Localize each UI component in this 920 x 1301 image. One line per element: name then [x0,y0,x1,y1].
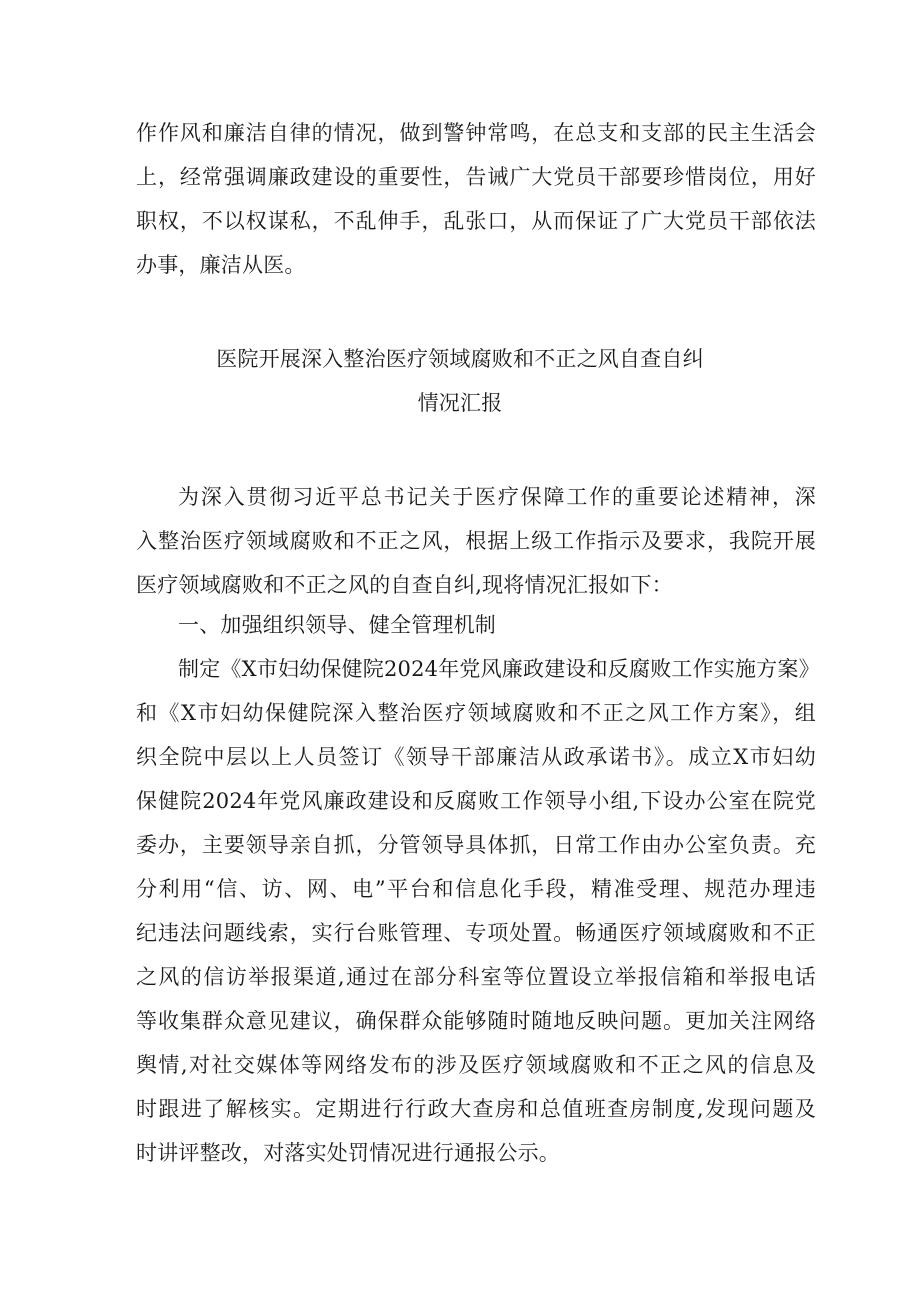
para1-line: 为深入贯彻习近平总书记关于医疗保障工作的重要论述精神，深 [178,485,816,509]
intro-line: 上，经常强调廉政建设的重要性，告诫广大党员干部要珍惜岗位，用好 [136,165,816,189]
para1-line: 入整治医疗领域腐败和不正之风，根据上级工作指示及要求，我院开展 [136,529,816,553]
para2-line: 分利用“信、访、网、电”平台和信息化手段，精准受理、规范办理违 [136,877,816,901]
para2-line: 和《X市妇幼保健院深入整治医疗领域腐败和不正之风工作方案》，组 [136,701,816,725]
para2-line: 委办，主要领导亲自抓，分管领导具体抓，日常工作由办公室负责。充 [136,833,816,857]
document-title-line1: 医院开展深入整治医疗领域腐败和不正之风自查自纠 [216,347,704,371]
intro-line: 职权，不以权谋私，不乱伸手，乱张口，从而保证了广大党员干部依法 [136,209,816,233]
para1-line: 医疗领域腐败和不正之风的自查自纠,现将情况汇报如下： [136,573,673,597]
document-title-line2: 情况汇报 [417,391,503,415]
para2-line: 保健院2024年党风廉政建设和反腐败工作领导小组,下设办公室在院党 [136,789,816,813]
para2-line: 织全院中层以上人员签订《领导干部廉洁从政承诺书》。成立X市妇幼 [136,745,816,769]
para2-line: 时讲评整改，对落实处罚情况进行通报公示。 [136,1141,560,1165]
para2-line: 纪违法问题线索，实行台账管理、专项处置。畅通医疗领域腐败和不正 [136,921,816,945]
para2-line: 时跟进了解核实。定期进行行政大查房和总值班查房制度,发现问题及 [136,1097,816,1121]
section1-heading: 一、加强组织领导、健全管理机制 [178,613,496,637]
para2-line: 等收集群众意见建议，确保群众能够随时随地反映问题。更加关注网络 [136,1009,816,1033]
para2-line: 之风的信访举报渠道,通过在部分科室等位置设立举报信箱和举报电话 [136,965,816,989]
intro-line: 作作风和廉洁自律的情况，做到警钟常鸣，在总支和支部的民主生活会 [136,121,816,145]
para2-line: 制定《X市妇幼保健院2024年党风廉政建设和反腐败工作实施方案》 [178,657,820,681]
intro-line: 办事，廉洁从医。 [136,253,306,277]
para2-line: 舆情,对社交媒体等网络发布的涉及医疗领域腐败和不正之风的信息及 [136,1053,816,1077]
